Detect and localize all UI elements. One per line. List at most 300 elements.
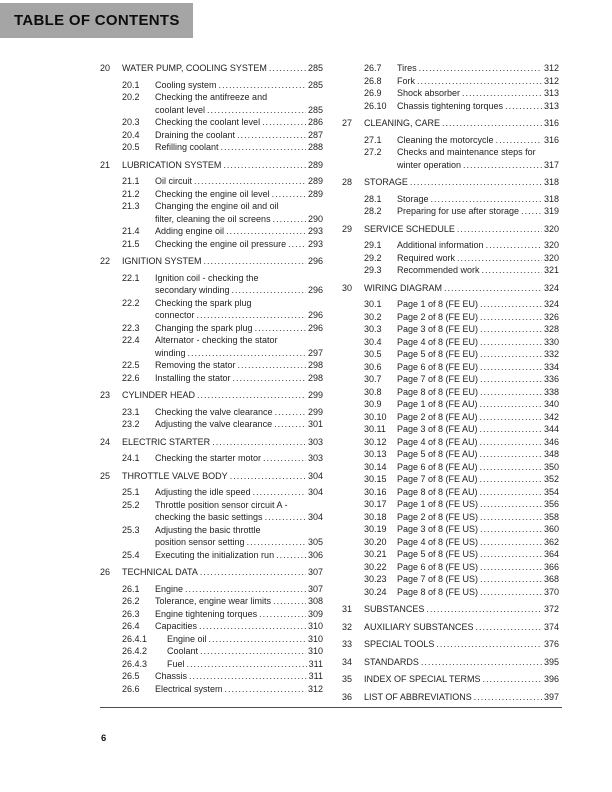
toc-section-entry[interactable] [342,282,559,295]
toc-leader-dots [480,461,542,474]
toc-entry-number: 26.3 [122,608,140,619]
toc-sub-entry[interactable] [342,336,559,349]
toc-entry-page: 309 [307,608,323,619]
toc-sub-entry[interactable] [342,448,559,461]
toc-entry-page: 296 [307,322,323,333]
toc-leader-dots [209,633,306,646]
toc-entry-page: 324 [543,282,559,293]
toc-entry-number: 30.7 [364,374,382,384]
toc-entry-page: 290 [307,213,323,224]
toc-entry-label: Page 4 of 8 (FE EU) [397,336,479,347]
toc-entry-page: 372 [543,604,559,614]
toc-section-entry[interactable] [342,673,559,686]
toc-entry-number: 32 [342,621,353,632]
toc-sub-entry[interactable] [342,264,559,277]
toc-section-entry[interactable] [342,176,559,189]
toc-entry-number: 26.6 [122,683,140,694]
toc-section-entry[interactable] [100,159,323,172]
toc-entry-label: Additional information [397,240,484,250]
toc-section-entry[interactable] [342,656,559,669]
toc-sub-entry[interactable] [100,633,323,646]
toc-entry-page: 316 [543,118,559,128]
toc-section-entry[interactable] [100,62,323,75]
toc-entry-label: Page 3 of 8 (FE AU) [397,424,478,434]
toc-entry-page: 320 [543,252,559,263]
toc-entry-label: Page 5 of 8 (FE EU) [397,349,479,359]
toc-sub-entry[interactable] [100,583,323,596]
toc-entry-number: 30.10 [364,411,387,422]
toc-entry-page: 296 [307,310,323,320]
toc-sub-entry[interactable] [342,436,559,449]
toc-section-entry[interactable] [342,223,559,236]
toc-entry-number: 26.9 [364,88,382,98]
toc-sub-entry[interactable] [100,129,323,142]
toc-leader-dots [262,116,306,129]
toc-leader-dots [188,347,306,360]
toc-leader-dots [480,511,542,524]
toc-entry-number: 22.1 [122,272,140,283]
toc-leader-dots [480,386,542,399]
toc-sub-entry[interactable] [100,188,323,201]
toc-entry-page: 374 [543,621,559,632]
toc-leader-dots [417,75,542,88]
toc-leader-dots [200,566,306,579]
toc-sub-entry[interactable] [342,561,559,574]
toc-sub-entry[interactable] [100,91,323,116]
toc-entry-page: 360 [543,524,559,534]
toc-leader-dots [199,620,306,633]
toc-leader-dots [233,372,306,385]
toc-section-entry[interactable] [342,621,559,634]
toc-sub-entry[interactable] [100,116,323,129]
toc-entry-label: Checking the engine oil level [155,188,270,199]
toc-sub-entry[interactable] [342,386,559,399]
toc-sub-entry[interactable] [342,87,559,100]
toc-entry-number: 26.4.3 [122,658,148,669]
toc-entry-label: Fork [397,75,415,86]
toc-entry-number: 36 [342,691,353,702]
page-title: TABLE OF CONTENTS [14,12,180,29]
toc-entry-number: 26.4.1 [122,633,148,644]
toc-entry-page: 364 [543,549,559,559]
toc-entry-number: 30.5 [364,349,382,359]
toc-entry-label: Tolerance, engine wear limits [155,596,272,606]
toc-entry-page: 289 [307,188,323,199]
toc-sub-entry[interactable] [342,573,559,586]
toc-entry-number: 30.13 [364,449,387,459]
toc-entry-label: Installing the stator [155,372,231,383]
toc-section-entry[interactable] [342,603,559,616]
toc-leader-dots [457,223,542,236]
toc-entry-label: Fuel [167,658,185,669]
toc-entry-number: 26.1 [122,583,140,594]
toc-entry-number: 23.2 [122,419,140,429]
toc-leader-dots [255,322,306,335]
toc-entry-page: 354 [543,486,559,497]
toc-sub-entry[interactable] [100,549,323,562]
toc-sub-entry[interactable] [100,297,323,322]
toc-entry-page: 326 [543,311,559,322]
toc-entry-page: 319 [543,206,559,216]
toc-entry-page: 344 [543,424,559,434]
toc-entry-number: 30.8 [364,386,382,397]
toc-leader-dots [480,573,542,586]
toc-entry-number: 26.4.2 [122,646,148,656]
toc-entry-page: 310 [307,633,323,644]
toc-sub-entry[interactable] [100,608,323,621]
toc-sub-entry[interactable] [100,79,323,92]
toc-leader-dots [419,62,542,75]
toc-entry-page: 312 [543,63,559,73]
toc-section-entry[interactable] [342,638,559,651]
toc-leader-dots [480,498,542,511]
toc-entry-label: Adjusting the valve clearance [155,419,273,429]
toc-sub-entry[interactable] [342,205,559,218]
toc-entry-number: 26.2 [122,596,140,606]
toc-column-right [342,62,559,707]
toc-leader-dots [274,418,306,431]
toc-sub-entry[interactable] [342,62,559,75]
toc-leader-dots [226,225,306,238]
toc-leader-dots [219,79,306,92]
toc-sub-entry[interactable] [100,524,323,549]
toc-entry-number: 29.2 [364,252,382,263]
toc-entry-number: 26.7 [364,63,382,73]
toc-entry-label: AUXILIARY SUBSTANCES [364,621,474,632]
toc-entry-page: 350 [543,461,559,472]
toc-sub-entry[interactable] [100,175,323,188]
toc-entry-page: 352 [543,474,559,484]
toc-entry-number: 25.3 [122,524,140,535]
toc-leader-dots [247,536,306,549]
toc-entry-label: Page 2 of 8 (FE EU) [397,311,479,322]
toc-entry-label: Electrical system [155,683,223,694]
toc-sub-entry[interactable] [342,193,559,206]
toc-entry-label: Engine tightening torques [155,608,258,619]
toc-entry-number: 24 [100,436,111,447]
toc-entry-number: 28 [342,177,353,187]
toc-sub-entry[interactable] [342,373,559,386]
footer-rule [100,707,562,708]
toc-entry-page: 306 [307,549,323,560]
toc-sub-entry[interactable] [100,620,323,633]
toc-entry-label: Checks and maintenance steps for [397,147,536,157]
toc-entry-page: 307 [307,567,323,577]
toc-entry-number: 30.19 [364,524,387,534]
toc-sub-entry[interactable] [342,252,559,265]
toc-entry-page: 293 [307,238,323,249]
toc-entry-label: Cleaning the motorcycle [397,134,494,145]
toc-sub-entry[interactable] [100,359,323,372]
toc-entry-label: Page 2 of 8 (FE US) [397,511,479,522]
toc-sub-entry[interactable] [342,486,559,499]
toc-entry-page: 330 [543,336,559,347]
toc-sub-entry[interactable] [342,498,559,511]
toc-leader-dots [259,608,306,621]
toc-leader-dots [273,213,306,226]
toc-sub-entry[interactable] [100,486,323,499]
toc-leader-dots [483,673,542,686]
toc-section-entry[interactable] [100,566,323,579]
toc-sub-entry[interactable] [100,418,323,431]
toc-sub-entry[interactable] [100,683,323,696]
toc-leader-dots [212,436,306,449]
toc-sub-entry[interactable] [100,372,323,385]
toc-sub-entry[interactable] [100,406,323,419]
toc-entry-page: 301 [307,419,323,429]
toc-entry-page: 310 [307,621,323,631]
toc-entry-number: 20.2 [122,92,140,102]
toc-sub-entry[interactable] [342,523,559,536]
toc-entry-label: Throttle position sensor circuit A - [155,499,288,510]
toc-entry-page: 312 [307,683,323,694]
toc-sub-entry[interactable] [342,75,559,88]
toc-sub-entry[interactable] [342,511,559,524]
toc-entry-label: Page 8 of 8 (FE EU) [397,386,479,397]
toc-entry-number: 26.5 [122,671,140,681]
toc-sub-entry[interactable] [100,658,323,671]
toc-column-left [100,62,323,707]
toc-entry-number: 29.1 [364,240,382,250]
toc-sub-entry[interactable] [342,134,559,147]
toc-entry-label: Page 8 of 8 (FE AU) [397,486,478,497]
toc-entry-page: 305 [307,537,323,547]
toc-entry-page: 307 [307,583,323,594]
toc-leader-dots [275,406,306,419]
toc-leader-dots [185,583,306,596]
toc-entry-number: 34 [342,656,353,667]
toc-entry-page: 285 [307,104,323,115]
toc-sub-entry[interactable] [342,100,559,113]
toc-entry-label: Capacities [155,621,198,631]
toc-section-entry[interactable] [342,117,559,130]
toc-entry-number: 30.1 [364,299,382,309]
toc-entry-page: 348 [543,449,559,459]
toc-sub-entry[interactable] [342,361,559,374]
toc-entry-label: LIST OF ABBREVIATIONS [364,691,472,702]
toc-entry-label: Adding engine oil [155,226,225,236]
toc-entry-label: Cooling system [155,79,217,90]
toc-entry-page: 396 [543,674,559,684]
toc-sub-entry[interactable] [100,452,323,465]
toc-entry-number: 30.24 [364,586,387,597]
toc-entry-label: SUBSTANCES [364,604,425,614]
toc-entry-page: 316 [543,134,559,145]
toc-entry-number: 30.15 [364,474,387,484]
toc-entry-label: checking the basic settings [155,512,263,522]
toc-sub-entry[interactable] [100,322,323,335]
toc-entry-number: 21.5 [122,238,140,249]
toc-leader-dots [480,473,542,486]
toc-leader-dots [480,448,542,461]
toc-entry-page: 397 [543,691,559,702]
toc-entry-number: 28.1 [364,193,382,204]
toc-entry-number: 30 [342,282,353,293]
toc-entry-page: 308 [307,596,323,606]
toc-entry-label: WIRING DIAGRAM [364,282,442,293]
toc-entry-page: 304 [307,512,323,522]
toc-entry-number: 31 [342,604,353,614]
toc-section-entry[interactable] [100,470,323,483]
toc-sub-entry[interactable] [342,536,559,549]
toc-entry-label: Removing the stator [155,360,236,370]
toc-entry-number: 26.10 [364,100,387,111]
toc-entry-label: Checking the valve clearance [155,406,273,417]
toc-entry-number: 26.4 [122,621,140,631]
toc-entry-page: 328 [543,324,559,334]
toc-sub-entry[interactable] [342,548,559,561]
toc-entry-number: 22.2 [122,297,140,308]
toc-section-entry[interactable] [100,436,323,449]
toc-entry-page: 358 [543,511,559,522]
toc-sub-entry[interactable] [100,499,323,524]
toc-sub-entry[interactable] [342,323,559,336]
toc-entry-number: 30.6 [364,361,382,372]
toc-sub-entry[interactable] [342,473,559,486]
toc-sub-entry[interactable] [100,645,323,658]
toc-sub-entry[interactable] [342,423,559,436]
toc-entry-label: Changing the spark plug [155,322,253,333]
toc-leader-dots [480,423,542,436]
toc-leader-dots [480,411,542,424]
toc-entry-number: 30.16 [364,486,387,497]
toc-entry-label: Page 6 of 8 (FE US) [397,561,479,572]
toc-leader-dots [486,239,542,252]
toc-leader-dots [463,159,542,172]
toc-leader-dots [272,188,306,201]
toc-sub-entry[interactable] [342,461,559,474]
toc-entry-number: 21.3 [122,201,140,211]
toc-sub-entry[interactable] [100,595,323,608]
toc-entry-number: 30.3 [364,324,382,334]
toc-entry-number: 33 [342,639,353,649]
toc-entry-label: Page 1 of 8 (FE AU) [397,399,478,409]
toc-entry-label: INDEX OF SPECIAL TERMS [364,674,481,684]
toc-entry-page: 320 [543,240,559,250]
toc-entry-number: 30.12 [364,436,387,447]
toc-leader-dots [480,373,542,386]
toc-entry-page: 317 [543,159,559,170]
toc-entry-number: 25.2 [122,499,140,510]
toc-entry-label: secondary winding [155,285,230,295]
toc-entry-page: 313 [543,100,559,111]
toc-entry-page: 362 [543,536,559,547]
toc-entry-page: 368 [543,574,559,584]
toc-sub-entry[interactable] [100,272,323,297]
toc-entry-page: 311 [308,671,323,681]
toc-entry-number: 22.5 [122,360,140,370]
toc-entry-page: 356 [543,499,559,509]
toc-leader-dots [444,282,542,295]
toc-section-entry[interactable] [100,389,323,402]
toc-entry-label: ELECTRIC STARTER [122,436,211,447]
toc-sub-entry[interactable] [100,225,323,238]
toc-entry-label: Page 3 of 8 (FE US) [397,524,479,534]
toc-entry-page: 324 [543,299,559,309]
toc-leader-dots [204,255,306,268]
toc-entry-number: 21.4 [122,226,140,236]
toc-sub-entry[interactable] [100,141,323,154]
toc-entry-label: Page 1 of 8 (FE US) [397,499,479,509]
toc-leader-dots [480,348,542,361]
toc-leader-dots [197,389,306,402]
toc-sub-entry[interactable] [342,298,559,311]
toc-sub-entry[interactable] [100,200,323,225]
toc-entry-label: Shock absorber [397,88,461,98]
toc-leader-dots [480,561,542,574]
toc-entry-page: 299 [307,390,323,400]
toc-sub-entry[interactable] [342,348,559,361]
toc-entry-page: 342 [543,411,559,422]
toc-entry-number: 27.1 [364,134,382,145]
toc-sub-entry[interactable] [342,586,559,599]
toc-sub-entry[interactable] [342,311,559,324]
toc-entry-label: SERVICE SCHEDULE [364,223,455,234]
toc-entry-number: 28.2 [364,206,382,216]
toc-entry-label: Page 4 of 8 (FE AU) [397,436,478,447]
toc-sub-entry[interactable] [100,238,323,251]
toc-entry-label: Checking the starter motor [155,453,262,463]
toc-entry-page: 313 [543,88,559,98]
toc-sub-entry[interactable] [342,239,559,252]
toc-leader-dots [436,638,542,651]
toc-sub-entry[interactable] [100,334,323,359]
toc-entry-page: 312 [543,75,559,86]
toc-entry-label: SPECIAL TOOLS [364,639,435,649]
toc-entry-page: 303 [307,453,323,463]
toc-entry-number: 23.1 [122,406,140,417]
toc-entry-number: 30.20 [364,536,387,547]
toc-leader-dots [474,691,542,704]
toc-entry-number: 20.4 [122,129,140,140]
table-of-contents [100,62,559,707]
toc-sub-entry[interactable] [342,411,559,424]
toc-leader-dots [232,284,306,297]
toc-leader-dots [223,159,306,172]
toc-entry-page: 293 [307,226,323,236]
toc-leader-dots [207,104,306,117]
toc-leader-dots [421,656,542,669]
toc-section-entry[interactable] [342,691,559,704]
toc-sub-entry[interactable] [342,146,559,171]
toc-entry-label: Page 5 of 8 (FE US) [397,549,479,559]
toc-sub-entry[interactable] [342,398,559,411]
toc-leader-dots [253,486,306,499]
toc-entry-page: 289 [307,159,323,170]
toc-entry-label: Oil circuit [155,176,193,186]
toc-entry-number: 20.1 [122,79,140,90]
toc-leader-dots [480,298,542,311]
toc-sub-entry[interactable] [100,670,323,683]
toc-entry-number: 30.14 [364,461,387,472]
toc-leader-dots [480,311,542,324]
toc-entry-page: 334 [543,361,559,372]
toc-leader-dots [276,549,306,562]
toc-entry-page: 338 [543,386,559,397]
toc-entry-label: Storage [397,193,429,204]
toc-leader-dots [410,176,542,189]
toc-entry-number: 26 [100,567,111,577]
toc-leader-dots [457,252,542,265]
toc-entry-page: 288 [307,142,323,152]
toc-entry-number: 30.23 [364,574,387,584]
toc-leader-dots [480,523,542,536]
toc-entry-label: Page 6 of 8 (FE AU) [397,461,478,472]
toc-entry-number: 30.22 [364,561,387,572]
toc-section-entry[interactable] [100,255,323,268]
toc-entry-label: THROTTLE VALVE BODY [122,470,228,481]
toc-entry-label: Page 1 of 8 (FE EU) [397,299,479,309]
